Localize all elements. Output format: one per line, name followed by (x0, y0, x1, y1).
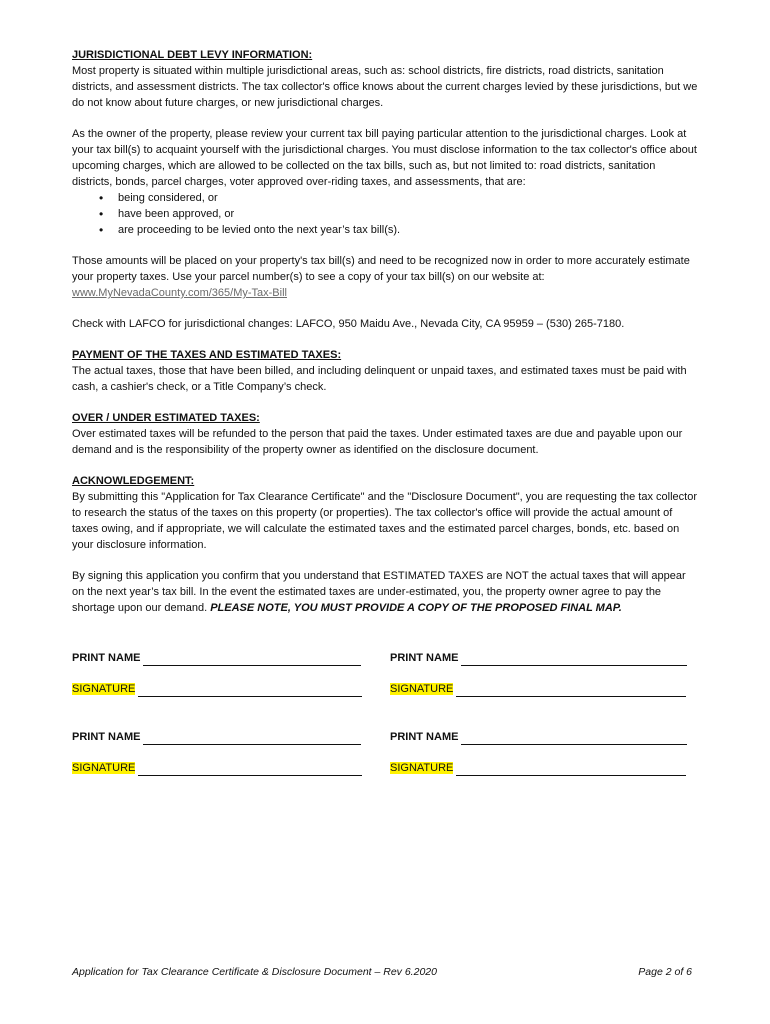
signature-row-2-print (72, 729, 698, 747)
payment-heading: PAYMENT OF THE TAXES AND ESTIMATED TAXES: (72, 349, 342, 361)
signature-row-2-sign (72, 760, 698, 778)
signature-field-3[interactable] (72, 760, 362, 776)
signature-field-4[interactable] (390, 760, 686, 776)
signature-label: SIGNATURE (72, 683, 136, 695)
signature-line[interactable] (456, 763, 686, 776)
print-name-field-4[interactable] (390, 729, 687, 745)
list-item: • being considered, or (118, 190, 698, 206)
acknowledgement-heading: ACKNOWLEDGEMENT: (72, 475, 195, 487)
footer-page-number: Page 2 of 6 (638, 966, 692, 978)
signature-line[interactable] (138, 763, 362, 776)
final-map-notice: PLEASE NOTE, YOU MUST PROVIDE A COPY OF THE PROPOSED FINAL MAP. (210, 602, 622, 614)
acknowledgement-paragraph-1: By submitting this "Application for Tax Clearance Certificate" and the "Disclosure Document", you are requesting the tax collector to research the status of the taxes on this property (or properties). The tax collector's office will provide the actual amount of taxes owing, and if appropriate, we will calculate the estimated taxes and the estimated parcel charges, bonds, etc. based on your disclosure information. (72, 491, 697, 551)
jurisdictional-bullet-list (72, 190, 698, 238)
print-name-line[interactable] (461, 732, 687, 745)
signature-row-1-print (72, 650, 698, 668)
page-footer (72, 964, 692, 980)
lafco-contact-text: Check with LAFCO for jurisdictional changes: LAFCO, 950 Maidu Ave., Nevada City, CA 95959 – (530) 265-7180. (72, 318, 625, 330)
signature-row-1-sign (72, 681, 698, 699)
print-name-label: PRINT NAME (390, 652, 459, 664)
tax-bill-website-link[interactable]: www.MyNevadaCounty.com/365/My-Tax-Bill (72, 287, 287, 299)
jurisdictional-paragraph-3: Those amounts will be placed on your property's tax bill(s) and need to be recognized now in order to more accurately estimate your property taxes. Use your parcel number(s) to see a copy of your tax bill(s) on our website at: (72, 255, 690, 283)
print-name-line[interactable] (461, 653, 687, 666)
jurisdictional-heading: JURISDICTIONAL DEBT LEVY INFORMATION: (72, 49, 313, 61)
print-name-label: PRINT NAME (390, 731, 459, 743)
print-name-label: PRINT NAME (72, 731, 141, 743)
print-name-line[interactable] (143, 732, 361, 745)
over-under-heading: OVER / UNDER ESTIMATED TAXES: (72, 412, 260, 424)
jurisdictional-paragraph-1: Most property is situated within multiple jurisdictional areas, such as: school districts, fire districts, road districts, sanitation districts, and assessment districts. The tax collector's office knows about the current charges levied by these jurisdictions, but we do not know about future charges, or new jurisdictional charges. (72, 65, 698, 109)
signature-label: SIGNATURE (390, 762, 454, 774)
signature-line[interactable] (456, 684, 686, 697)
print-name-line[interactable] (143, 653, 361, 666)
list-item: • are proceeding to be levied onto the next year’s tax bill(s). (118, 222, 698, 238)
over-under-paragraph: Over estimated taxes will be refunded to the person that paid the taxes. Under estimated taxes are due and payable upon our demand and is the responsibility of the property owner as identified on the disclosure document. (72, 428, 683, 456)
payment-paragraph: The actual taxes, those that have been billed, and including delinquent or unpaid taxes, and estimated taxes must be paid with cash, a cashier's check, or a Title Company’s check. (72, 365, 687, 393)
signature-field-2[interactable] (390, 681, 686, 697)
print-name-field-1[interactable] (72, 650, 361, 666)
footer-document-title: Application for Tax Clearance Certificate & Disclosure Document – Rev 6.2020 (72, 966, 437, 978)
list-item: • have been approved, or (118, 206, 698, 222)
signature-label: SIGNATURE (390, 683, 454, 695)
acknowledgement-paragraph-2 (72, 568, 698, 616)
print-name-field-3[interactable] (72, 729, 361, 745)
print-name-field-2[interactable] (390, 650, 687, 666)
print-name-label: PRINT NAME (72, 652, 141, 664)
jurisdictional-paragraph-2: As the owner of the property, please review your current tax bill paying particular attention to the jurisdictional charges. Look at your tax bill(s) to acquaint yourself with the jurisdictional charges. You must disclose information to the tax collector's office about upcoming charges, which are allowed to be collected on the tax bills, such as, but not limited to: road districts, sanitation districts, bonds, parcel charges, voter approved over-riding taxes, and assessments, that are: (72, 128, 697, 188)
signature-line[interactable] (138, 684, 362, 697)
signature-label: SIGNATURE (72, 762, 136, 774)
signature-field-1[interactable] (72, 681, 362, 697)
document-body (72, 47, 698, 616)
acknowledgement-text: By signing this application you confirm that you understand that ESTIMATED TAXES are NOT the actual taxes that will appear on the next year’s tax bill. In the event the estimated taxes are under-estimated, you, the property owner agree to pay the shortage upon our demand. (72, 570, 686, 614)
